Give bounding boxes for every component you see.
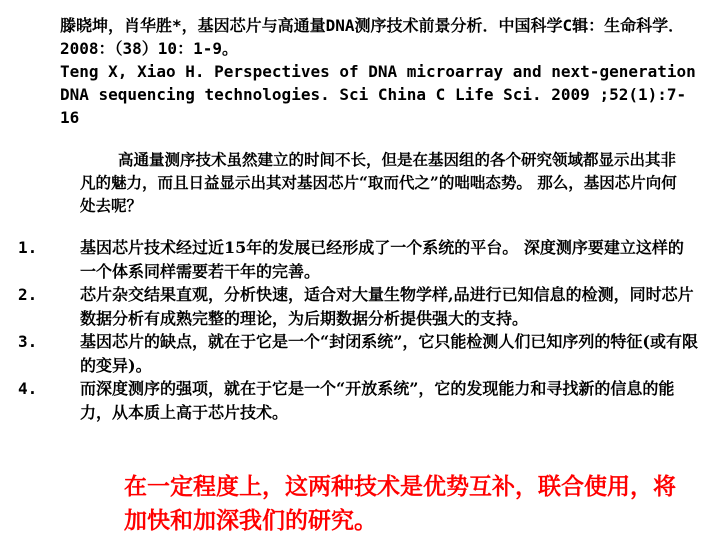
item-number: 1. bbox=[18, 238, 38, 257]
points-list bbox=[18, 236, 698, 424]
list-item bbox=[18, 283, 698, 330]
item-text: 基因芯片的缺点，就在于它是一个“封闭系统”，它只能检测人们已知序列的特征(或有限的变异)。 bbox=[80, 332, 698, 375]
list-item bbox=[18, 377, 698, 424]
item-number: 3. bbox=[18, 332, 38, 351]
list-item bbox=[18, 236, 698, 283]
item-number: 2. bbox=[18, 285, 38, 304]
list-item bbox=[18, 330, 698, 377]
item-text: 基因芯片技术经过近15年的发展已经形成了一个系统的平台。 深度测序要建立这样的一个体系同样需要若干年的完善。 bbox=[80, 238, 684, 281]
item-number: 4. bbox=[18, 379, 38, 398]
item-text: 芯片杂交结果直观，分析快速，适合对大量生物学样,品进行已知信息的检测，同时芯片数据分析有成熟完整的理论，为后期数据分析提供强大的支持。 bbox=[80, 285, 694, 328]
conclusion-highlight: 在一定程度上，这两种技术是优势互补，联合使用，将加快和加深我们的研究。 bbox=[124, 473, 676, 534]
item-text: 而深度测序的强项，就在于它是一个“开放系统”，它的发现能力和寻找新的信息的能力，从本质上高于芯片技术。 bbox=[80, 379, 675, 422]
intro-paragraph: 高通量测序技术虽然建立的时间不长，但是在基因组的各个研究领域都显示出其非凡的魅力，而且日益显示出其对基因芯片“取而代之”的咄咄态势。 那么，基因芯片向何处去呢？ bbox=[80, 150, 677, 215]
reference-citation: 滕晓坤，肖华胜*，基因芯片与高通量DNA测序技术前景分析．中国科学C辑：生命科学． 2008：（38）10：1-9。 Teng X, Xiao H. Perspectives of DNA microarray and next-generation DNA sequencing technologies. Sci China C Life Sci. 2009 ;52(1):7-16 bbox=[60, 16, 696, 127]
